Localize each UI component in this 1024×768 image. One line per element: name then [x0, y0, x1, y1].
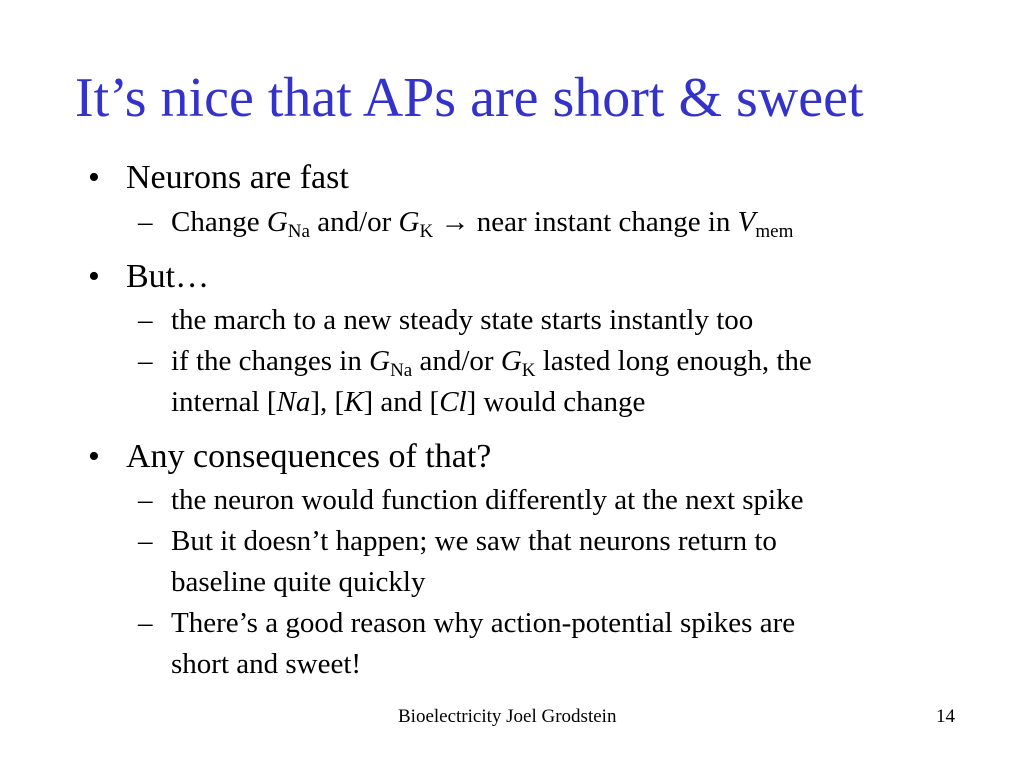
- bullet-text: But…: [126, 258, 210, 295]
- bullet-text: Any consequences of that?: [126, 438, 492, 475]
- dash-marker: –: [138, 345, 153, 377]
- dash-marker: –: [138, 484, 153, 516]
- sub-bullet-text: Change $G_{Na}$ and/or $G_K$ → near instant change in $V_{mem}$: [171, 206, 794, 242]
- footer-text: Bioelectricity Joel Grodstein: [398, 706, 617, 727]
- slide-title: It’s nice that APs are short & sweet: [75, 67, 864, 129]
- bullet-marker: •: [88, 438, 100, 475]
- dash-marker: –: [138, 525, 153, 557]
- bullet-marker: •: [88, 258, 100, 295]
- page-number: 14: [936, 706, 955, 727]
- sub-bullet-text: the neuron would function differently at the next spike: [171, 484, 804, 516]
- dash-marker: –: [138, 206, 153, 238]
- sub-bullet-text: There’s a good reason why action-potential spikes are short and sweet!: [171, 607, 796, 680]
- dash-marker: –: [138, 304, 153, 336]
- dash-marker: –: [138, 607, 153, 639]
- bullet-marker: •: [88, 159, 100, 196]
- sub-bullet-text: But it doesn’t happen; we saw that neurons return to baseline quite quickly: [171, 525, 777, 598]
- sub-bullet-text: if the changes in $G_{Na}$ and/or $G_K$ lasted long enough, the internal [Na], [K] and [Cl] would change: [171, 345, 812, 418]
- sub-bullet-text: the march to a new steady state starts instantly too: [171, 304, 754, 336]
- bullet-text: Neurons are fast: [126, 159, 349, 196]
